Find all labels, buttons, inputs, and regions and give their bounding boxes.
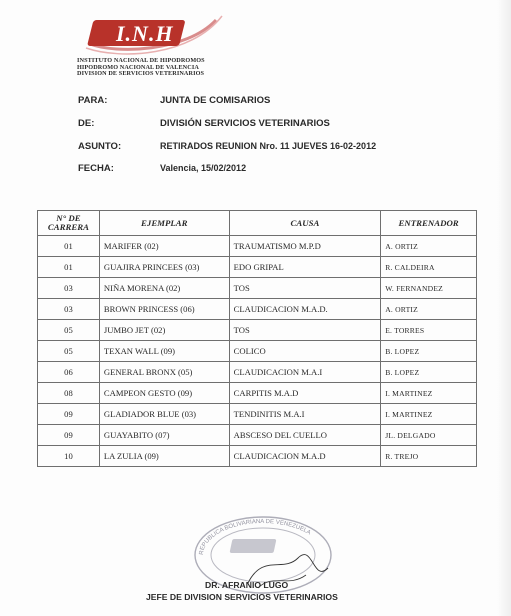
cell-causa: ABSCESO DEL CUELLO xyxy=(229,425,381,446)
svg-text:I.N.H: I.N.H xyxy=(116,21,174,46)
para-label: PARA: xyxy=(78,95,108,106)
asunto-value: RETIRADOS REUNION Nro. 11 JUEVES 16-02-2012 xyxy=(160,141,377,151)
header-ejemplar: EJEMPLAR xyxy=(99,211,229,236)
table-row xyxy=(38,278,477,299)
cell-entrenador: B. LOPEZ xyxy=(381,341,477,362)
cell-causa: TOS xyxy=(229,320,381,341)
cell-entrenador: W. FERNANDEZ xyxy=(381,278,477,299)
cell-entrenador: E. TORRES xyxy=(381,320,477,341)
de-label: DE: xyxy=(78,118,95,129)
cell-ejemplar: MARIFER (02) xyxy=(99,236,229,257)
cell-carrera: 06 xyxy=(38,362,100,383)
cell-entrenador: JL. DELGADO xyxy=(381,425,477,446)
stamp-text: REPUBLICA BOLIVARIANA DE VENEZUELA xyxy=(198,518,312,556)
cell-entrenador: I. MARTINEZ xyxy=(381,404,477,425)
cell-entrenador: A. ORTIZ xyxy=(381,299,477,320)
header-causa: CAUSA xyxy=(229,211,381,236)
cell-entrenador: I. MARTINEZ xyxy=(381,383,477,404)
cell-causa: TRAUMATISMO M.P.D xyxy=(229,236,381,257)
cell-ejemplar: NIÑA MORENA (02) xyxy=(99,278,229,299)
cell-causa: CARPITIS M.A.D xyxy=(229,383,381,404)
cell-carrera: 10 xyxy=(38,446,100,467)
cell-ejemplar: GLADIADOR BLUE (03) xyxy=(99,404,229,425)
table-header-row xyxy=(38,211,477,236)
table-row xyxy=(38,257,477,278)
header-entrenador: ENTRENADOR xyxy=(381,211,477,236)
cell-causa: CLAUDICACION M.A.D. xyxy=(229,299,381,320)
cell-entrenador: B. LOPEZ xyxy=(381,362,477,383)
table-row xyxy=(38,341,477,362)
cell-causa: TOS xyxy=(229,278,381,299)
cell-entrenador: R. TREJO xyxy=(381,446,477,467)
table-row xyxy=(38,362,477,383)
table-row xyxy=(38,425,477,446)
cell-carrera: 01 xyxy=(38,257,100,278)
cell-ejemplar: JUMBO JET (02) xyxy=(99,320,229,341)
cell-ejemplar: CAMPEON GESTO (09) xyxy=(99,383,229,404)
de-value: DIVISIÓN SERVICIOS VETERINARIOS xyxy=(160,118,330,129)
page-fold-shadow xyxy=(497,0,511,616)
cell-causa: CLAUDICACION M.A.D xyxy=(229,446,381,467)
cell-ejemplar: GENERAL BRONX (05) xyxy=(99,362,229,383)
cell-carrera: 01 xyxy=(38,236,100,257)
cell-causa: COLICO xyxy=(229,341,381,362)
table-body xyxy=(38,236,477,467)
header-carrera: N° DE CARRERA xyxy=(38,211,100,236)
table-row xyxy=(38,446,477,467)
fecha-value: Valencia, 15/02/2012 xyxy=(160,163,247,173)
cell-entrenador: R. CALDEIRA xyxy=(381,257,477,278)
table-row xyxy=(38,320,477,341)
cell-carrera: 09 xyxy=(38,425,100,446)
inh-logo xyxy=(76,10,226,60)
cell-causa: EDO GRIPAL xyxy=(229,257,381,278)
asunto-label: ASUNTO: xyxy=(78,141,122,152)
cell-causa: CLAUDICACION M.A.I xyxy=(229,362,381,383)
cell-ejemplar: GUAJIRA PRINCEES (03) xyxy=(99,257,229,278)
para-value: JUNTA DE COMISARIOS xyxy=(160,95,271,106)
cell-carrera: 05 xyxy=(38,341,100,362)
table-row xyxy=(38,383,477,404)
cell-carrera: 09 xyxy=(38,404,100,425)
cell-entrenador: A. ORTIZ xyxy=(381,236,477,257)
signer-name: DR. AFRANIO LUGO xyxy=(205,580,289,590)
fecha-label: FECHA: xyxy=(78,163,114,174)
institution-block xyxy=(77,58,205,78)
cell-ejemplar: GUAYABITO (07) xyxy=(99,425,229,446)
institution-line-3: DIVISION DE SERVICIOS VETERINARIOS xyxy=(77,70,205,78)
cell-carrera: 08 xyxy=(38,383,100,404)
cell-ejemplar: BROWN PRINCESS (06) xyxy=(99,299,229,320)
retirados-table xyxy=(37,210,477,467)
table-row xyxy=(38,404,477,425)
cell-causa: TENDINITIS M.A.I xyxy=(229,404,381,425)
cell-carrera: 03 xyxy=(38,299,100,320)
cell-carrera: 03 xyxy=(38,278,100,299)
institution-line-1: INSTITUTO NACIONAL DE HIPODROMOS xyxy=(77,57,205,64)
institution-line-2: HIPODROMO NACIONAL DE VALENCIA xyxy=(77,63,199,71)
table-row xyxy=(38,299,477,320)
cell-carrera: 05 xyxy=(38,320,100,341)
cell-ejemplar: LA ZULIA (09) xyxy=(99,446,229,467)
table-row xyxy=(38,236,477,257)
signer-title: JEFE DE DIVISION SERVICIOS VETERINARIOS xyxy=(146,592,338,602)
cell-ejemplar: TEXAN WALL (09) xyxy=(99,341,229,362)
